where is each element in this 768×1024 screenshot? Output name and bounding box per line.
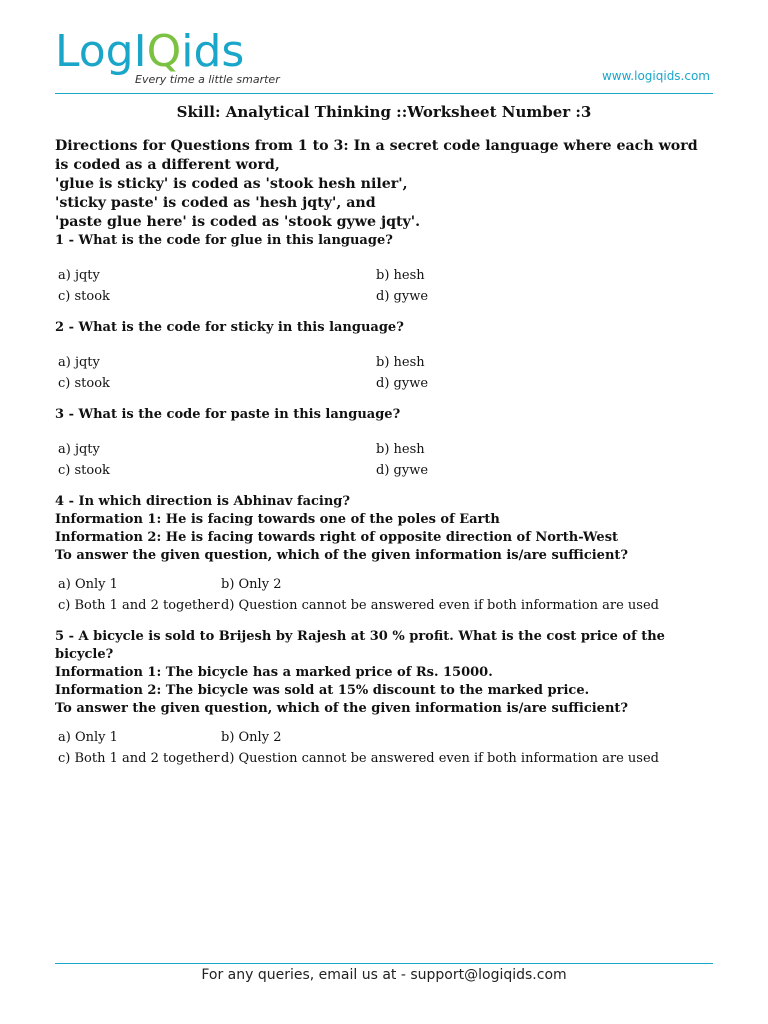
option-c[interactable]: c) stook [58, 289, 110, 304]
information-line: Information 2: He is facing towards right of opposite direction of North-West [55, 530, 619, 545]
directions-line: 'paste glue here' is coded as 'stook gywe jqty'. [55, 214, 421, 230]
question-1 [55, 232, 713, 307]
information-line: To answer the given question, which of the given information is/are sufficient? [55, 548, 629, 563]
option-a[interactable]: a) jqty [58, 268, 100, 283]
option-a[interactable]: a) Only 1 [58, 577, 118, 592]
question-2 [55, 319, 713, 394]
directions-line: 'glue is sticky' is coded as 'stook hesh niler', [55, 176, 408, 192]
worksheet-title: Skill: Analytical Thinking ::Worksheet Number :3 [176, 103, 592, 121]
options [55, 352, 713, 394]
question-text: 1 - What is the code for glue in this language? [55, 233, 393, 248]
option-b[interactable]: b) hesh [376, 442, 425, 457]
question-3 [55, 406, 713, 481]
option-c[interactable]: c) stook [58, 376, 110, 391]
options [55, 727, 713, 769]
options [55, 439, 713, 481]
question-5 [55, 628, 713, 769]
footer-contact: For any queries, email us at - support@logiqids.com [201, 967, 567, 983]
option-b[interactable]: b) Only 2 [221, 730, 282, 745]
options [55, 265, 713, 307]
option-b[interactable]: b) Only 2 [221, 577, 282, 592]
option-d[interactable]: d) gywe [376, 463, 429, 478]
option-c[interactable]: c) stook [58, 463, 110, 478]
logo-part-1: LogI [55, 26, 147, 77]
logo-part-2: Q [146, 26, 182, 77]
option-d[interactable]: d) gywe [376, 376, 429, 391]
option-a[interactable]: a) jqty [58, 442, 100, 457]
website-link[interactable]: www.logiqids.com [601, 69, 710, 83]
information-line: To answer the given question, which of the given information is/are sufficient? [55, 701, 629, 716]
question-4 [55, 493, 713, 616]
footer-divider [55, 963, 713, 964]
question-text: 3 - What is the code for paste in this language? [55, 407, 401, 422]
option-a[interactable]: a) jqty [58, 355, 100, 370]
logo-tagline: Every time a little smarter [135, 73, 280, 86]
option-b[interactable]: b) hesh [376, 268, 425, 283]
question-text: 2 - What is the code for sticky in this language? [55, 320, 404, 335]
question-text: 5 - A bicycle is sold to Brijesh by Rajesh at 30 % profit. What is the cost price of the bicycle? [55, 629, 665, 662]
logo-part-3: ids [181, 26, 245, 77]
information-line: Information 2: The bicycle was sold at 15% discount to the marked price. [55, 683, 590, 698]
directions-line: Directions for Questions from 1 to 3: In a secret code language where each word is coded as a different word, [55, 138, 698, 173]
options [55, 574, 713, 616]
option-a[interactable]: a) Only 1 [58, 730, 118, 745]
directions-line: 'sticky paste' is coded as 'hesh jqty', and [55, 195, 376, 211]
option-c[interactable]: c) Both 1 and 2 together [58, 751, 220, 766]
directions [55, 137, 713, 232]
option-d[interactable]: d) Question cannot be answered even if both information are used [221, 751, 659, 766]
question-text: 4 - In which direction is Abhinav facing? [55, 494, 351, 509]
option-b[interactable]: b) hesh [376, 355, 425, 370]
information-line: Information 1: The bicycle has a marked price of Rs. 15000. [55, 665, 493, 680]
header-divider [55, 93, 713, 94]
information-line: Information 1: He is facing towards one of the poles of Earth [55, 512, 500, 527]
logo-wordmark [55, 28, 244, 76]
logiqids-logo [55, 28, 244, 76]
option-c[interactable]: c) Both 1 and 2 together [58, 598, 220, 613]
option-d[interactable]: d) gywe [376, 289, 429, 304]
worksheet-content [55, 137, 713, 781]
option-d[interactable]: d) Question cannot be answered even if both information are used [221, 598, 659, 613]
